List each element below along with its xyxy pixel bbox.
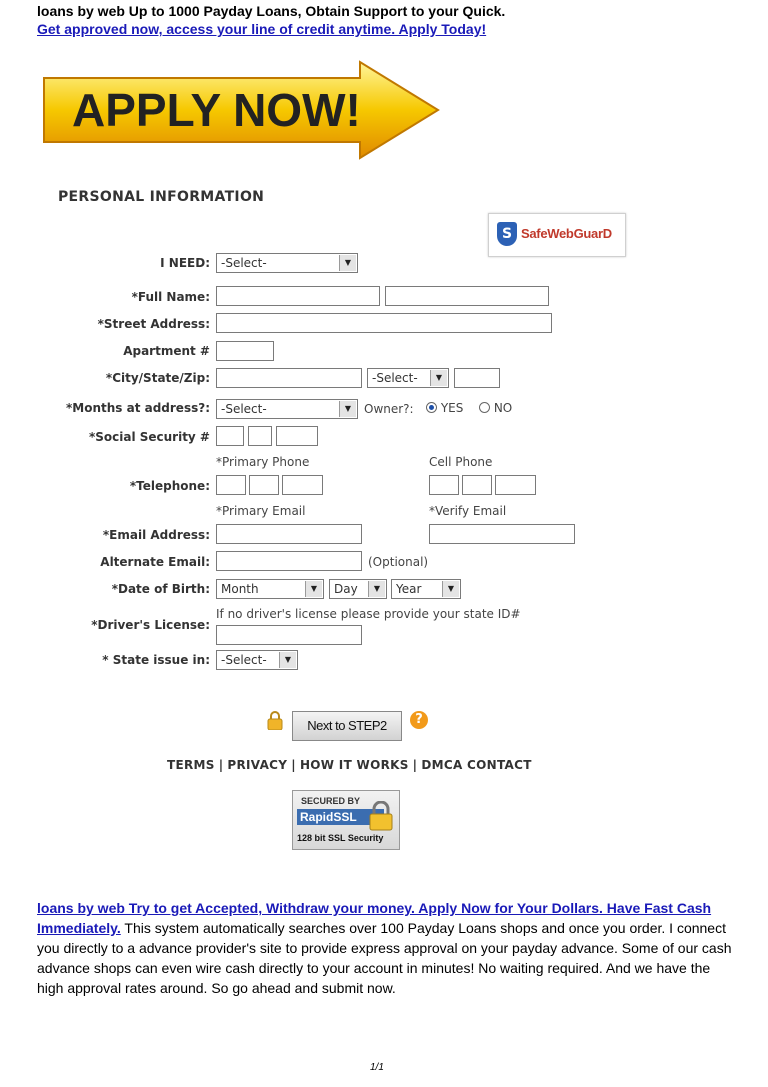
apply-today-link[interactable]: Get approved now, access your line of credit anytime. Apply Today! [37,21,487,37]
owner-label: Owner?: [364,402,414,416]
street-input[interactable] [216,313,552,333]
street-label: *Street Address: [97,317,210,331]
state-select[interactable]: -Select- ▼ [367,368,449,388]
full-name-label: *Full Name: [131,290,210,304]
last-name-input[interactable] [385,286,549,306]
dropdown-arrow-icon: ▼ [339,401,356,417]
dropdown-arrow-icon: ▼ [442,581,459,597]
apartment-input[interactable] [216,341,274,361]
dropdown-arrow-icon: ▼ [430,370,447,386]
license-input[interactable] [216,625,362,645]
ssn-part1-input[interactable] [216,426,244,446]
verify-email-input[interactable] [429,524,575,544]
dob-month-select[interactable]: Month ▼ [216,579,324,599]
owner-yes-option[interactable]: YES [426,401,463,415]
shield-icon: S [497,222,517,246]
dob-day-select[interactable]: Day ▼ [329,579,387,599]
email-input[interactable] [216,524,362,544]
dropdown-arrow-icon: ▼ [305,581,322,597]
primary-email-caption: *Primary Email [216,504,306,518]
state-issue-select[interactable]: -Select- ▼ [216,650,298,670]
safewebguard-badge [488,213,626,257]
telephone-label: *Telephone: [129,479,210,493]
privacy-link[interactable]: PRIVACY [227,758,288,772]
how-it-works-link[interactable]: HOW IT WORKS [299,758,409,772]
rapidssl-brand: RapidSSL [297,809,384,825]
radio-unselected-icon[interactable] [479,402,490,413]
page-heading: loans by web Up to 1000 Payday Loans, Obtain Support to your Quick. [37,3,506,19]
cell-line-input[interactable] [495,475,536,495]
cell-prefix-input[interactable] [462,475,492,495]
city-label: *City/State/Zip: [105,371,210,385]
license-label: *Driver's License: [91,618,210,632]
dob-label: *Date of Birth: [111,582,210,596]
verify-email-caption: *Verify Email [429,504,507,518]
page-number: 1/1 [370,1062,384,1073]
apply-now-banner[interactable] [40,60,442,160]
cell-phone-caption: Cell Phone [429,455,493,469]
months-label: *Months at address?: [66,401,210,415]
dropdown-arrow-icon: ▼ [368,581,385,597]
first-name-input[interactable] [216,286,380,306]
alt-email-input[interactable] [216,551,362,571]
ssl-bits-text: 128 bit SSL Security [297,833,384,843]
optional-note: (Optional) [368,555,429,569]
need-label: I NEED: [160,256,210,270]
state-issue-label: * State issue in: [102,653,210,667]
dob-year-select[interactable]: Year ▼ [391,579,461,599]
zip-input[interactable] [454,368,500,388]
secured-by-text: SECURED BY [301,796,361,806]
cell-area-input[interactable] [429,475,459,495]
padlock-icon [367,801,395,831]
apply-now-text: APPLY NOW! [72,84,361,136]
ssn-label: *Social Security # [88,430,210,444]
alt-email-label: Alternate Email: [100,555,210,569]
ssn-part2-input[interactable] [248,426,272,446]
phone-prefix-input[interactable] [249,475,279,495]
rapidssl-badge [292,790,400,850]
terms-link[interactable]: TERMS [167,758,215,772]
dmca-contact-link[interactable]: DMCA CONTACT [421,758,532,772]
next-step-button[interactable]: Next to STEP2 [292,711,402,741]
months-select[interactable]: -Select- ▼ [216,399,358,419]
phone-line-input[interactable] [282,475,323,495]
radio-selected-icon[interactable] [426,402,437,413]
license-hint: If no driver's license please provide your state ID# [216,607,521,621]
city-input[interactable] [216,368,362,388]
ssn-part3-input[interactable] [276,426,318,446]
help-icon[interactable]: ? [410,711,428,729]
primary-phone-caption: *Primary Phone [216,455,310,469]
owner-no-option[interactable]: NO [479,401,512,415]
lock-icon [267,710,283,730]
need-select[interactable]: -Select- ▼ [216,253,358,273]
apartment-label: Apartment # [123,344,210,358]
dropdown-arrow-icon: ▼ [279,652,296,668]
footer-links: TERMS | PRIVACY | HOW IT WORKS | DMCA CONTACT [167,758,532,772]
dropdown-arrow-icon: ▼ [339,255,356,271]
body-paragraph: loans by web Try to get Accepted, Withdraw your money. Apply Now for Your Dollars. Have Fast Cash Immediately. This system automatically searches over 100 Payday Loans shops and once you order. I connect you directly to a advance provider's site to provide express approval on your payday advance. Some of our cash advance shops can even wire cash directly to your account in minutes! No waiting required. And we have the high approval rates around. So go ahead and submit now. [37,900,732,996]
safewebguard-text: SafeWebGuarD [521,226,612,241]
phone-area-input[interactable] [216,475,246,495]
section-title: PERSONAL INFORMATION [58,189,265,205]
email-label: *Email Address: [102,528,210,542]
body-link[interactable]: loans by web Try to get Accepted, Withdraw your money. Apply Now for Your Dollars. Have Fast Cash Immediately. [37,900,712,936]
